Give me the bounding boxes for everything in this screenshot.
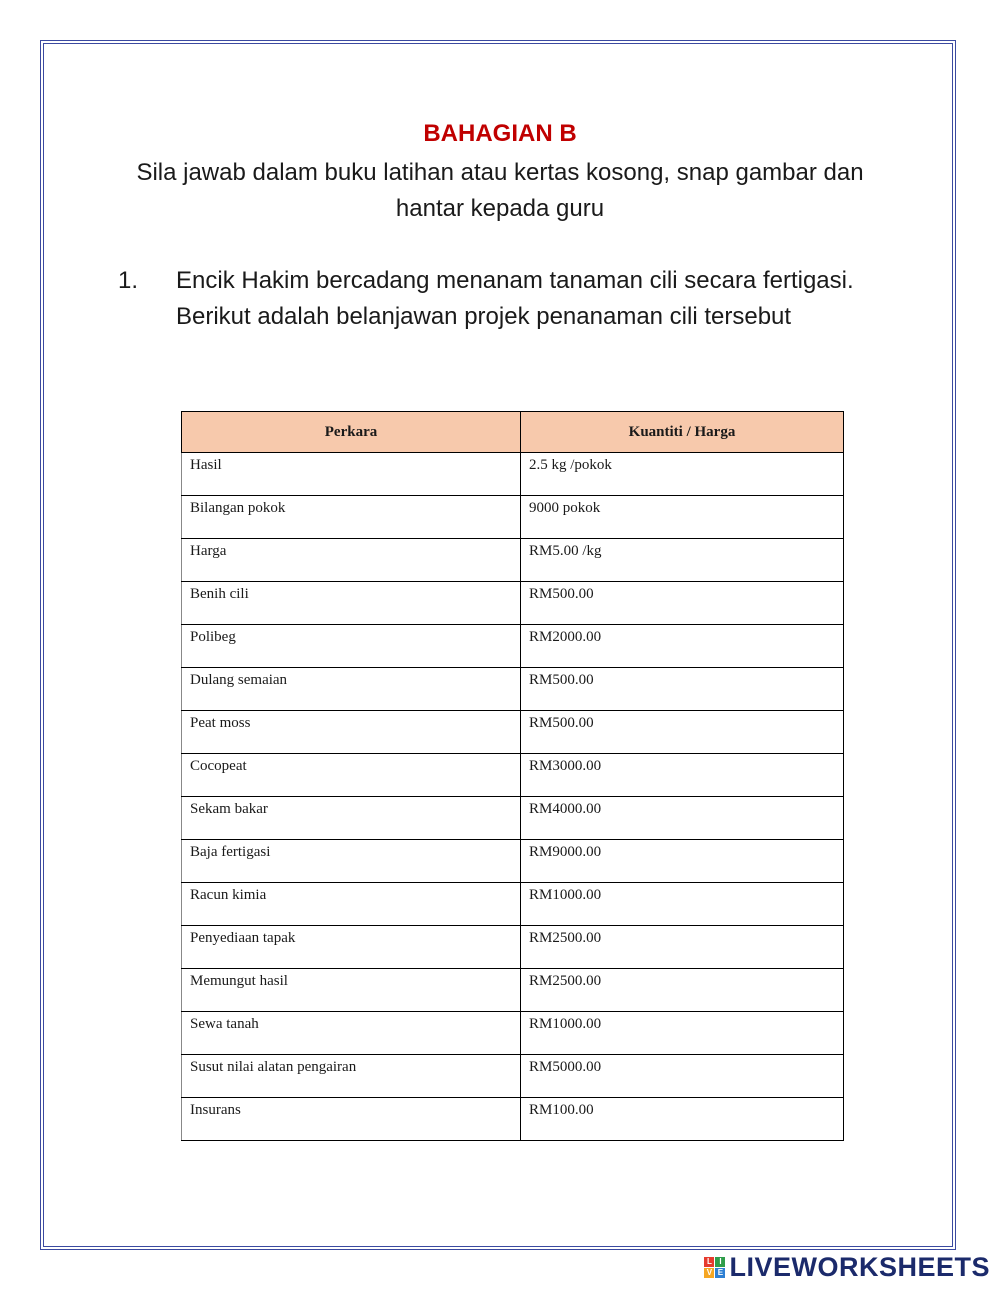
table-row [182,1098,844,1141]
cell-kuantiti-harga: RM500.00 [521,582,844,625]
table-row [182,496,844,539]
table-row [182,711,844,754]
cell-kuantiti-harga: RM1000.00 [521,883,844,926]
logo-square: V [704,1268,714,1278]
budget-table-body [182,453,844,1141]
cell-perkara: Harga [182,539,521,582]
table-row [182,926,844,969]
cell-kuantiti-harga: RM5.00 /kg [521,539,844,582]
header-kuantiti-harga: Kuantiti / Harga [521,412,844,453]
table-row [182,754,844,797]
cell-perkara: Dulang semaian [182,668,521,711]
cell-perkara: Polibeg [182,625,521,668]
table-row [182,840,844,883]
question-number: 1. [118,267,139,294]
cell-kuantiti-harga: 2.5 kg /pokok [521,453,844,496]
cell-perkara: Cocopeat [182,754,521,797]
table-row [182,668,844,711]
logo-square: E [715,1268,725,1278]
table-row [182,1055,844,1098]
table-row [182,969,844,1012]
budget-table [181,411,844,1141]
cell-kuantiti-harga: RM1000.00 [521,1012,844,1055]
cell-kuantiti-harga: RM4000.00 [521,797,844,840]
table-header-row [182,412,844,453]
cell-kuantiti-harga: RM2500.00 [521,926,844,969]
table-row [182,539,844,582]
cell-perkara: Bilangan pokok [182,496,521,539]
cell-kuantiti-harga: RM500.00 [521,711,844,754]
cell-perkara: Sekam bakar [182,797,521,840]
cell-perkara: Memungut hasil [182,969,521,1012]
cell-perkara: Peat moss [182,711,521,754]
cell-kuantiti-harga: RM5000.00 [521,1055,844,1098]
logo-square: L [704,1257,714,1267]
logo-square: I [715,1257,725,1267]
section-heading: BAHAGIAN B [423,120,577,147]
brand-name: LIVEWORKSHEETS [729,1252,990,1282]
cell-kuantiti-harga: RM500.00 [521,668,844,711]
table-row [182,883,844,926]
cell-kuantiti-harga: RM100.00 [521,1098,844,1141]
table-row [182,625,844,668]
cell-perkara: Racun kimia [182,883,521,926]
cell-perkara: Susut nilai alatan pengairan [182,1055,521,1098]
section-instruction: Sila jawab dalam buku latihan atau kertas kosong, snap gambar dan hantar kepada guru [136,159,864,222]
cell-perkara: Baja fertigasi [182,840,521,883]
table-row [182,1012,844,1055]
cell-kuantiti-harga: RM2000.00 [521,625,844,668]
cell-kuantiti-harga: RM2500.00 [521,969,844,1012]
cell-perkara: Hasil [182,453,521,496]
cell-perkara: Sewa tanah [182,1012,521,1055]
liveworksheets-brand [704,1252,990,1283]
table-row [182,453,844,496]
liveworksheets-logo-icon [704,1257,725,1278]
table-row [182,797,844,840]
cell-kuantiti-harga: RM3000.00 [521,754,844,797]
table-row [182,582,844,625]
cell-perkara: Benih cili [182,582,521,625]
cell-kuantiti-harga: RM9000.00 [521,840,844,883]
cell-kuantiti-harga: 9000 pokok [521,496,844,539]
cell-perkara: Insurans [182,1098,521,1141]
header-perkara: Perkara [182,412,521,453]
question-text: Encik Hakim bercadang menanam tanaman cili secara fertigasi. Berikut adalah belanjawan projek penanaman cili tersebut [176,267,854,330]
cell-perkara: Penyediaan tapak [182,926,521,969]
